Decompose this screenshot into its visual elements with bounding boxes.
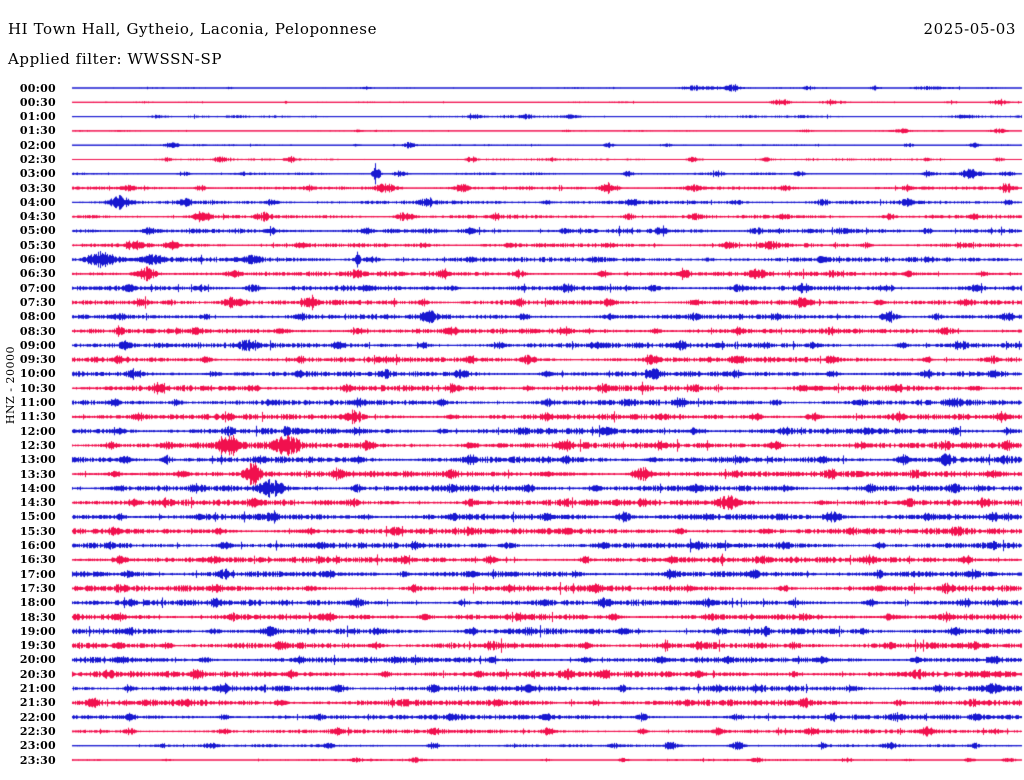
trace-time-label-0200: 02:00 xyxy=(19,138,56,152)
trace-time-label-0400: 04:00 xyxy=(19,195,56,209)
trace-time-label-0600: 06:00 xyxy=(19,253,56,267)
trace-time-label-0630: 06:30 xyxy=(19,267,56,281)
trace-time-label-1830: 18:30 xyxy=(19,610,56,624)
trace-time-label-1700: 17:00 xyxy=(19,567,56,581)
trace-time-label-1600: 16:00 xyxy=(19,539,56,553)
trace-time-label-2000: 20:00 xyxy=(19,653,56,667)
trace-time-label-2130: 21:30 xyxy=(19,696,56,710)
trace-time-label-0830: 08:30 xyxy=(19,324,56,338)
trace-time-label-2230: 22:30 xyxy=(19,724,56,738)
trace-time-label-1400: 14:00 xyxy=(19,481,56,495)
trace-time-label-2300: 23:00 xyxy=(19,739,56,753)
channel-scale-label: HNZ - 20000 xyxy=(4,346,17,425)
trace-time-label-0130: 01:30 xyxy=(19,124,56,138)
trace-time-label-0800: 08:00 xyxy=(19,310,56,324)
trace-time-label-1030: 10:30 xyxy=(19,381,56,395)
trace-time-label-0530: 05:30 xyxy=(19,238,56,252)
trace-time-label-1330: 13:30 xyxy=(19,467,56,481)
trace-time-label-1300: 13:00 xyxy=(19,453,56,467)
trace-time-label-0700: 07:00 xyxy=(19,281,56,295)
station-title: HI Town Hall, Gytheio, Laconia, Peloponnese xyxy=(8,20,378,38)
trace-time-label-1000: 10:00 xyxy=(19,367,56,381)
trace-time-label-1500: 15:00 xyxy=(19,510,56,524)
trace-time-label-0000: 00:00 xyxy=(19,81,56,95)
trace-time-label-1900: 19:00 xyxy=(19,624,56,638)
trace-time-label-2330: 23:30 xyxy=(19,753,56,767)
trace-time-label-0230: 02:30 xyxy=(19,152,56,166)
trace-time-label-1230: 12:30 xyxy=(19,438,56,452)
trace-time-label-1800: 18:00 xyxy=(19,596,56,610)
trace-time-label-0930: 09:30 xyxy=(19,353,56,367)
trace-time-label-1130: 11:30 xyxy=(19,410,56,424)
trace-time-label-1930: 19:30 xyxy=(19,639,56,653)
trace-time-label-1730: 17:30 xyxy=(19,581,56,595)
trace-time-label-1200: 12:00 xyxy=(19,424,56,438)
trace-time-label-0330: 03:30 xyxy=(19,181,56,195)
trace-time-label-2030: 20:30 xyxy=(19,667,56,681)
trace-time-label-1530: 15:30 xyxy=(19,524,56,538)
applied-filter-label: Applied filter: WWSSN-SP xyxy=(8,50,223,68)
trace-time-label-0730: 07:30 xyxy=(19,295,56,309)
trace-time-label-0500: 05:00 xyxy=(19,224,56,238)
trace-time-label-0900: 09:00 xyxy=(19,338,56,352)
trace-time-label-2100: 21:00 xyxy=(19,682,56,696)
trace-time-label-0100: 01:00 xyxy=(19,110,56,124)
record-date: 2025-05-03 xyxy=(923,20,1016,38)
trace-time-label-0300: 03:00 xyxy=(19,167,56,181)
trace-time-label-1430: 14:30 xyxy=(19,496,56,510)
trace-time-label-1100: 11:00 xyxy=(19,396,56,410)
trace-time-label-2200: 22:00 xyxy=(19,710,56,724)
trace-time-label-0030: 00:30 xyxy=(19,95,56,109)
trace-time-label-1630: 16:30 xyxy=(19,553,56,567)
trace-time-label-0430: 04:30 xyxy=(19,210,56,224)
